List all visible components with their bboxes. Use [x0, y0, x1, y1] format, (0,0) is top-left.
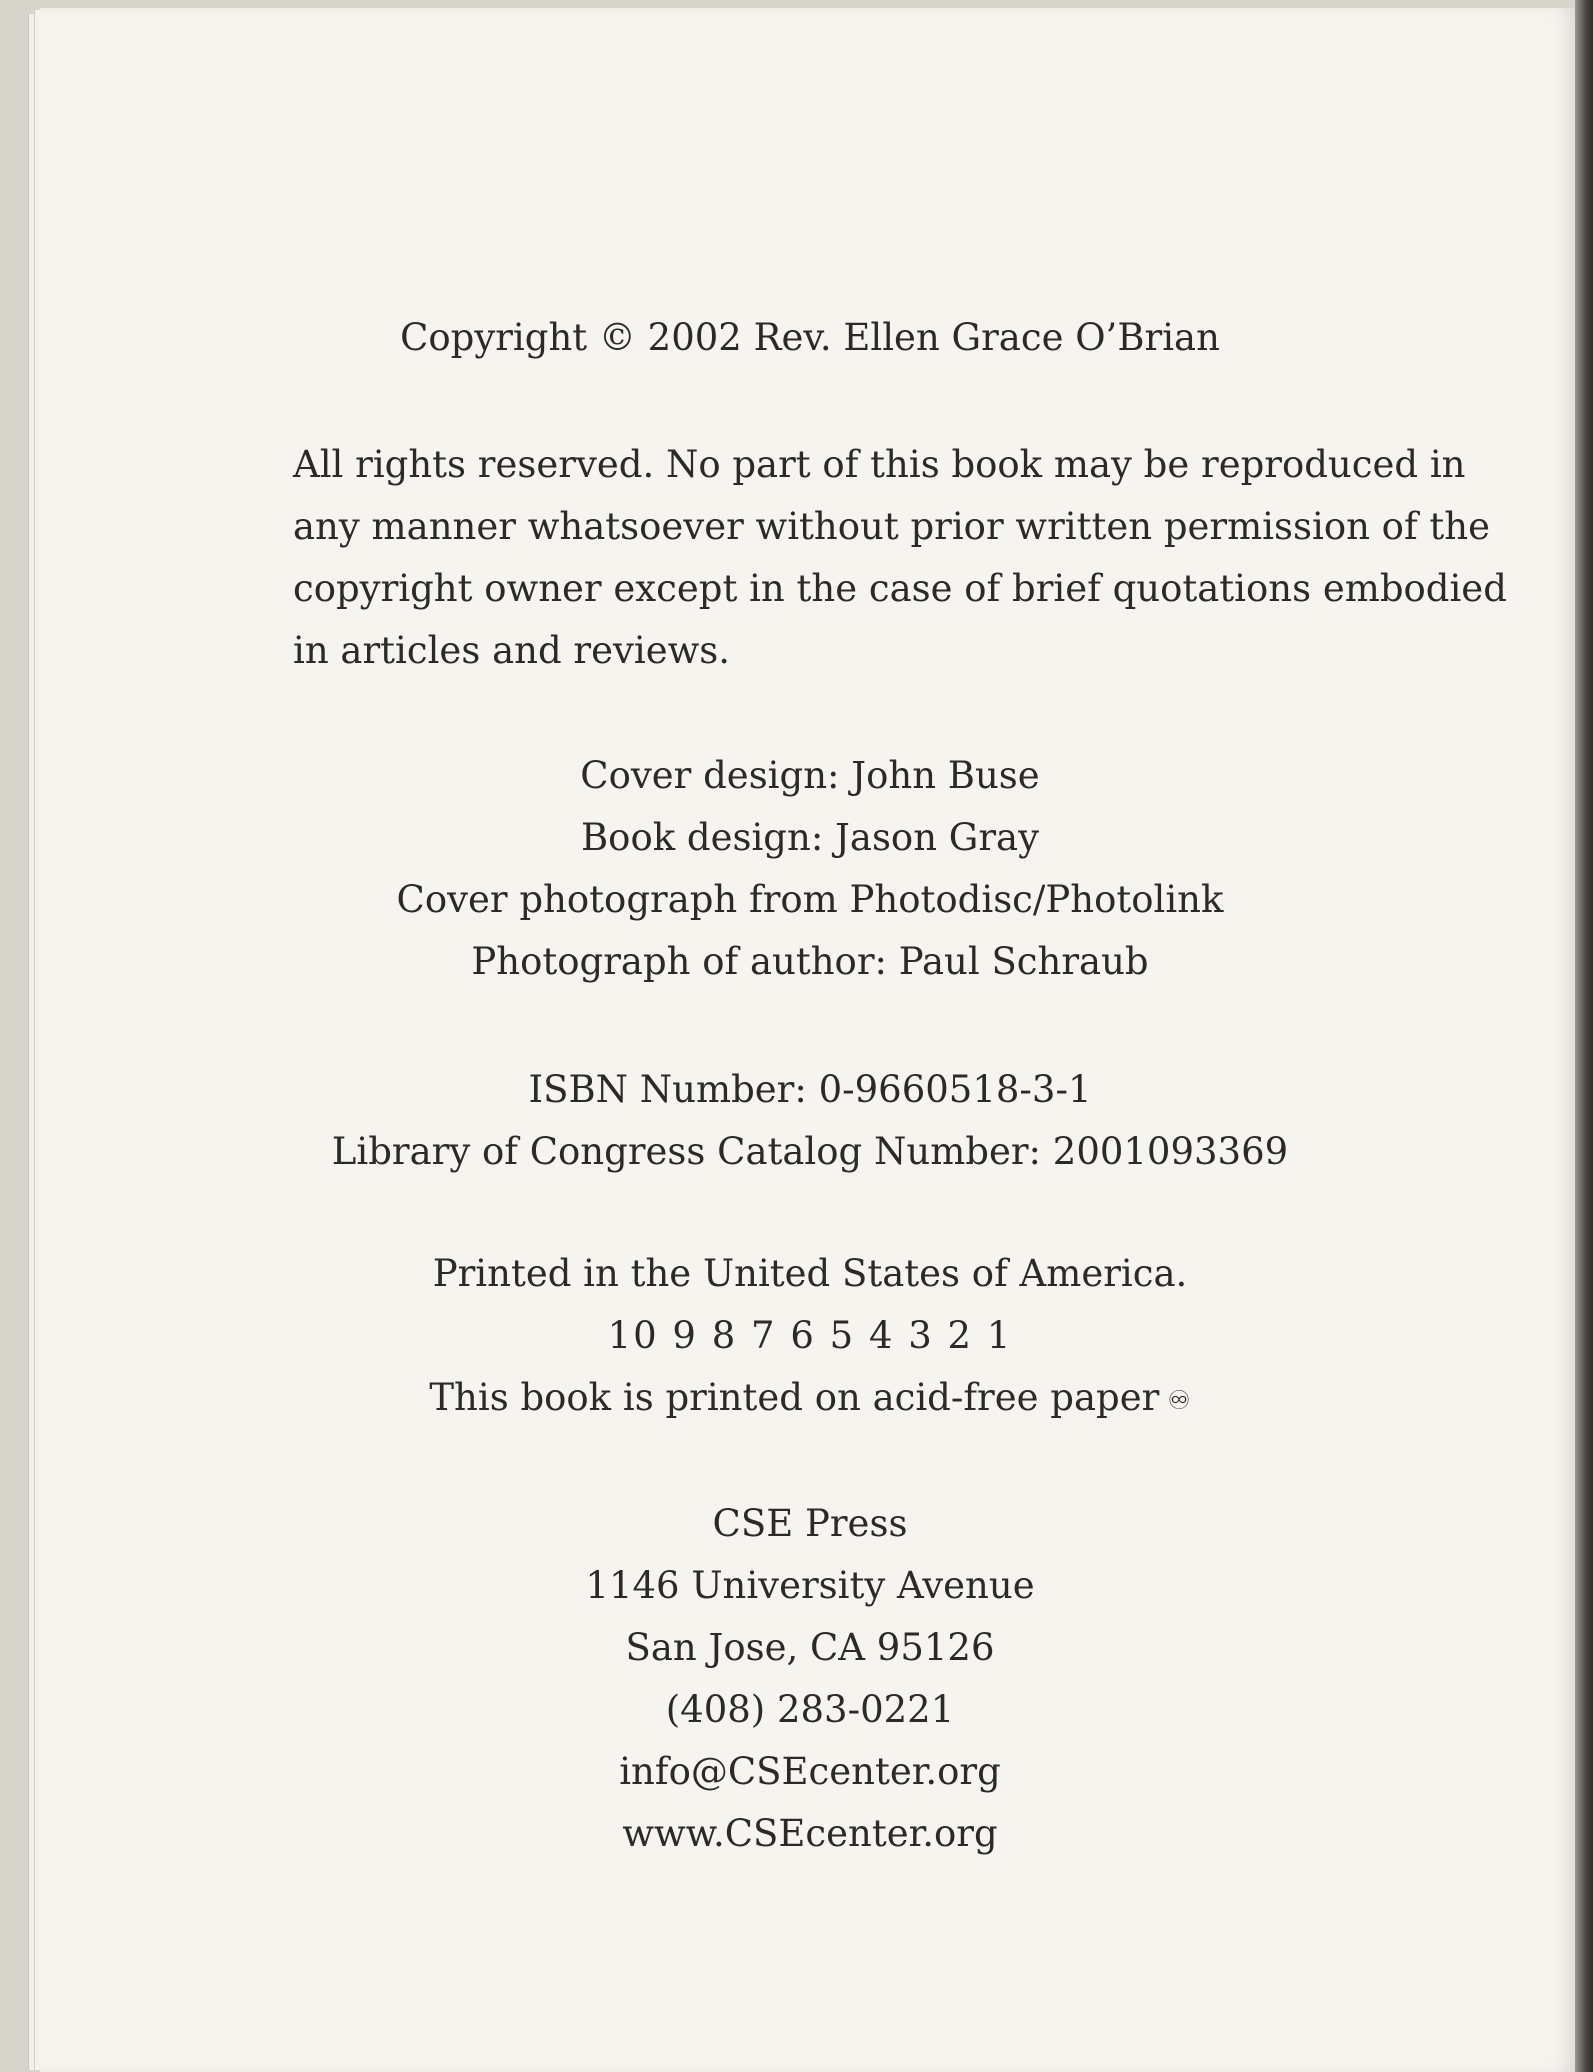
publisher-name: CSE Press — [712, 1502, 908, 1545]
rights-line: in articles and reviews. — [293, 629, 731, 672]
copyright-page — [40, 8, 1580, 2072]
rights-line: All rights reserved. No part of this book may be reproduced in — [293, 443, 1466, 486]
infinity-icon: ♾ — [1167, 1385, 1191, 1416]
print-line: 10 9 8 7 6 5 4 3 2 1 — [607, 1314, 1013, 1357]
printed-in: Printed in the United States of America. — [432, 1252, 1188, 1295]
book-binding — [1575, 0, 1593, 2072]
publisher-website: www.CSEcenter.org — [622, 1812, 998, 1855]
cover-design-credit: Cover design: John Buse — [580, 754, 1040, 797]
publisher-street: 1146 University Avenue — [585, 1564, 1035, 1607]
rights-line: copyright owner except in the case of brief quotations embodied — [293, 567, 1507, 610]
loc-catalog-number: Library of Congress Catalog Number: 2001093369 — [331, 1130, 1289, 1173]
cover-photo-credit: Cover photograph from Photodisc/Photolink — [396, 878, 1224, 921]
publisher-email: info@CSEcenter.org — [619, 1750, 1001, 1793]
copyright-line: Copyright © 2002 Rev. Ellen Grace O’Brian — [400, 316, 1220, 359]
publisher-city: San Jose, CA 95126 — [625, 1626, 995, 1669]
acid-free-notice — [40, 1376, 1580, 1423]
acid-free-text: This book is printed on acid-free paper — [429, 1376, 1160, 1419]
page-content — [40, 8, 1580, 2072]
author-photo-credit: Photograph of author: Paul Schraub — [471, 940, 1149, 983]
book-design-credit: Book design: Jason Gray — [580, 816, 1040, 859]
rights-line: any manner whatsoever without prior written permission of the — [293, 505, 1491, 548]
publisher-phone: (408) 283-0221 — [665, 1688, 955, 1731]
isbn-number: ISBN Number: 0-9660518-3-1 — [528, 1068, 1092, 1111]
rights-paragraph — [293, 434, 1507, 682]
